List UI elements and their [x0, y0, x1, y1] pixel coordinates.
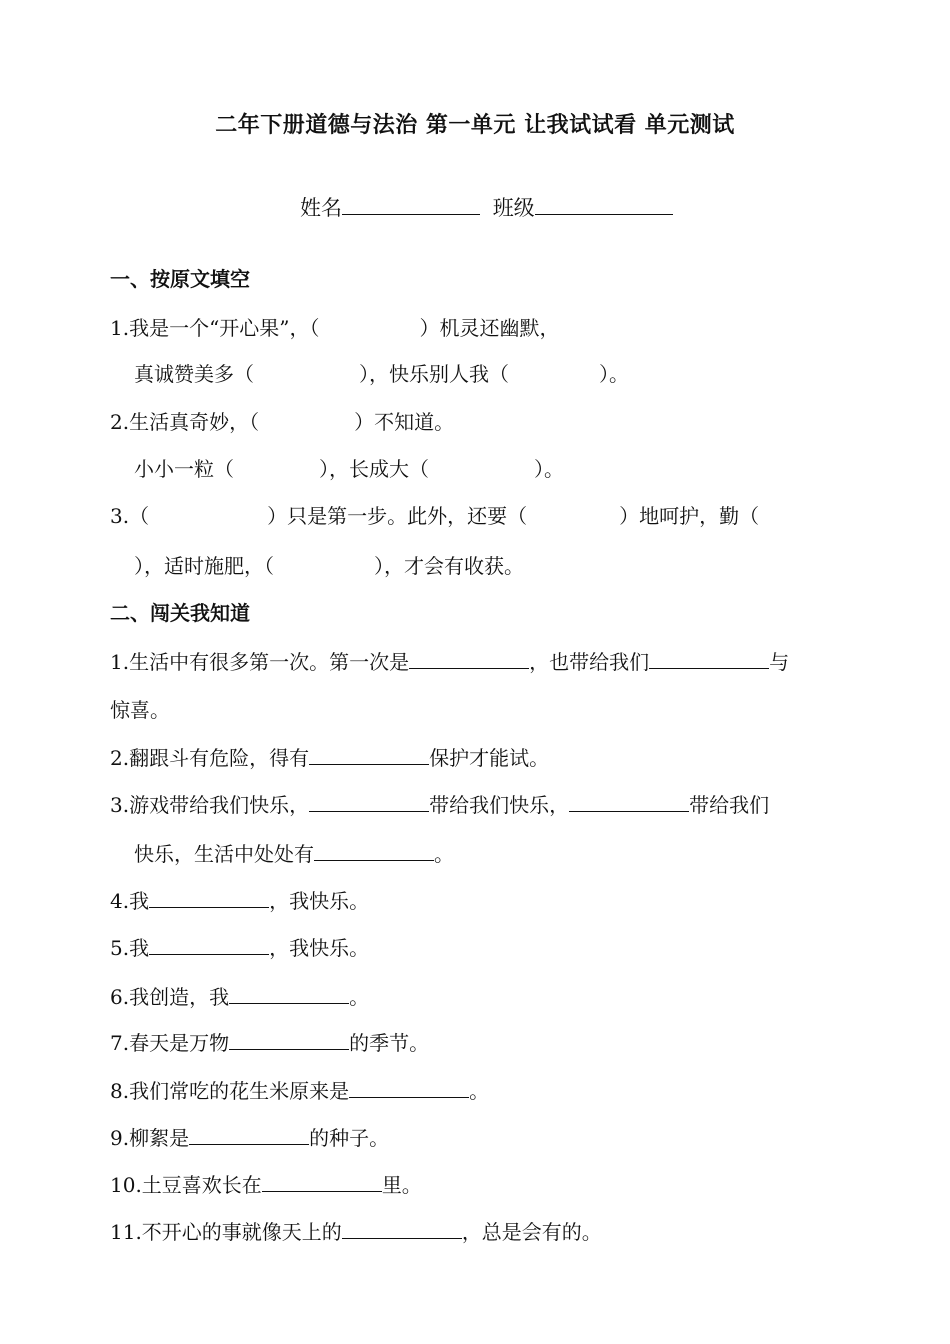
s2-q11: 11.不开心的事就像天上的 ，总是会有的。 — [110, 1220, 602, 1244]
s2-q7: 7.春天是万物 的季节。 — [110, 1031, 430, 1055]
s2-q1-blank-1[interactable] — [409, 648, 529, 669]
s2-q3-blank-1[interactable] — [309, 791, 429, 812]
section-1-heading: 一、按原文填空 — [110, 267, 250, 291]
s2-q10-blank[interactable] — [262, 1171, 382, 1192]
s2-q9-blank[interactable] — [189, 1124, 309, 1145]
s2-q6-blank[interactable] — [229, 983, 349, 1004]
s2-q9: 9.柳絮是 的种子。 — [110, 1126, 390, 1150]
s2-q4-blank[interactable] — [149, 887, 269, 908]
s1-q1-line2: 真诚赞美多（ ），快乐别人我（ ）。 — [134, 362, 629, 386]
s2-q1-line1: 1.生活中有很多第一次。第一次是 ，也带给我们 与 — [110, 650, 790, 674]
s2-q3-line2: 快乐，生活中处处有 。 — [134, 842, 454, 866]
s2-q1-blank-2[interactable] — [649, 648, 769, 669]
s1-q2-line2: 小小一粒（ ），长成大（ ）。 — [134, 457, 564, 481]
s2-q8-blank[interactable] — [349, 1077, 469, 1098]
class-label: 班级 — [492, 196, 535, 220]
s2-q8: 8.我们常吃的花生米原来是 。 — [110, 1079, 490, 1103]
s2-q5-blank[interactable] — [149, 934, 269, 955]
s2-q1-line2: 惊喜。 — [110, 698, 170, 722]
s1-q2-line1: 2.生活真奇妙，（ ）不知道。 — [110, 410, 455, 434]
s2-q3-line1: 3.游戏带给我们快乐， 带给我们快乐， 带给我们 — [110, 793, 770, 817]
name-field[interactable] — [342, 192, 480, 215]
s1-q3-line1: 3.（ ）只是第一步。此外，还要（ ）地呵护，勤（ — [110, 504, 760, 528]
s2-q3-blank-2[interactable] — [569, 791, 689, 812]
name-label: 姓名 — [300, 196, 342, 220]
s2-q5: 5.我 ，我快乐。 — [110, 936, 370, 960]
s1-q1-line1: 1.我是一个“开心果”，（ ）机灵还幽默， — [110, 316, 560, 340]
s2-q10: 10.土豆喜欢长在 里。 — [110, 1173, 422, 1197]
s2-q2-blank[interactable] — [309, 744, 429, 765]
student-info-line — [300, 192, 673, 222]
s2-q11-blank[interactable] — [342, 1218, 462, 1239]
s1-q3-line2: ），适时施肥，（ ），才会有收获。 — [134, 554, 524, 578]
s2-q4: 4.我 ，我快乐。 — [110, 889, 370, 913]
s2-q6: 6.我创造，我 。 — [110, 985, 370, 1009]
page-title: 二年下册道德与法治 第一单元 让我试试看 单元测试 — [215, 113, 735, 138]
class-field[interactable] — [535, 192, 673, 215]
s2-q2: 2.翻跟斗有危险，得有 保护才能试。 — [110, 746, 550, 770]
s2-q3-blank-3[interactable] — [314, 840, 434, 861]
section-2-heading: 二、闯关我知道 — [110, 601, 250, 625]
s2-q7-blank[interactable] — [229, 1029, 349, 1050]
